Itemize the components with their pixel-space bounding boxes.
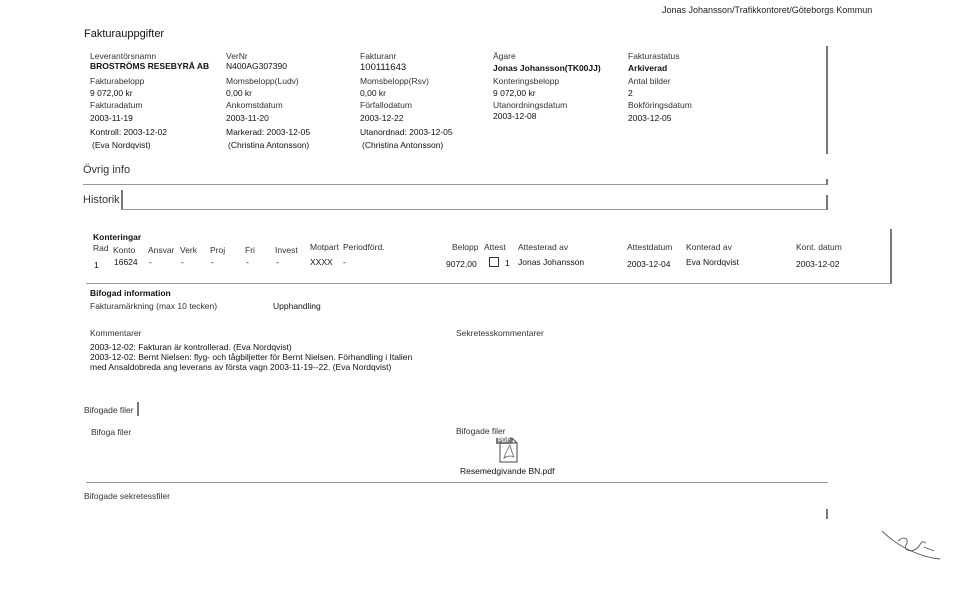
cell-booked-by: Eva Nordqvist [686,257,739,267]
attached-files-divider [86,482,828,483]
history-left-edge [121,190,123,210]
status-label: Fakturastatus [628,51,680,61]
pdf-file-name[interactable]: Resemedgivande BN.pdf [460,466,555,476]
attachments-count-value: 2 [628,88,633,98]
vat-ludv-value: 0,00 kr [226,88,252,98]
vernr-label: VerNr [226,51,248,61]
cell-booking-date: 2003-12-02 [796,259,840,269]
postings-bottom-divider [86,283,891,284]
owner-label: Ägare [493,51,516,61]
attached-files-title: Bifogade filer [84,405,134,415]
cell-fri: - [246,257,249,267]
cell-amount: 9072,00 [446,259,477,269]
assigned-by: (Christina Antonsson) [362,140,444,150]
col-booking-date: Kont. datum [796,242,842,252]
cell-attested-by: Jonas Johansson [518,257,585,267]
checked-by: (Eva Nordqvist) [92,140,151,150]
assigned-date: Utanordnad: 2003-12-05 [360,127,453,137]
booking-amount-value: 9 072,00 kr [493,88,536,98]
pdf-badge: PDF [498,438,510,444]
vat-ludv-label: Momsbelopp(Ludv) [226,76,299,86]
col-account: Konto [113,245,136,255]
marking-value[interactable]: Upphandling [273,301,321,311]
secret-files-title: Bifogade sekretessfiler [84,491,170,501]
attachments-count-label: Antal bilder [628,76,671,86]
arrival-value: 2003-11-20 [226,113,269,123]
comments-label: Kommentarer [90,328,142,338]
cell-resp: - [149,257,152,267]
invoice-date-label: Fakturadatum [90,100,143,110]
other-info-section[interactable]: Övrig info [83,164,131,176]
col-resp: Ansvar [148,245,175,255]
attach-files-label: Bifoga filer [91,427,132,437]
handwritten-signature [876,517,946,567]
booking-amount-label: Konteringsbelopp [493,76,560,86]
attached-files-edge [137,402,139,416]
attached-files-label: Bifogade filer [456,426,506,436]
checked-date: Kontroll: 2003-12-02 [90,127,168,137]
marked-date: Markerad: 2003-12-05 [226,127,311,137]
comment-line-1: 2003-12-02: Fakturan är kontrollerad. (Eva Nordqvist) [90,342,292,352]
invoice-nr-label: Fakturanr [360,51,397,61]
cell-proj: - [211,257,214,267]
col-period: Periodförd. [343,242,385,252]
cell-period: - [343,257,346,267]
attached-info-title: Bifogad information [90,288,171,298]
history-right-edge [826,195,828,210]
col-attest-date: Attestdatum [627,242,673,252]
col-attested-by: Attesterad av [518,242,569,252]
postings-right-edge [890,229,892,284]
col-row: Rad [93,243,109,253]
comment-line-2: 2003-12-02: Bernt Nielsen: flyg- och tågbiljetter för Bernt Nielsen. Förhandling i Italien [90,352,413,362]
col-booked-by: Konterad av [686,242,732,252]
user-path: Jonas Johansson/Trafikkontoret/Göteborgs Kommun [662,5,873,15]
col-invest: Invest [275,245,298,255]
amount-label: Fakturabelopp [90,76,145,86]
col-verk: Verk [180,245,198,255]
booking-date-value: 2003-12-05 [628,113,672,123]
vernr-value: N400AG307390 [226,61,287,71]
other-info-divider [83,184,827,185]
assign-date-label: Utanordningsdatum [493,100,568,110]
cell-verk: - [181,257,184,267]
postings-title: Konteringar [93,232,142,242]
amount-value: 9 072,00 kr [90,88,133,98]
secret-files-edge [826,509,828,519]
col-counterpart: Motpart [310,242,339,252]
supplier-value: BROSTRÖMS RESEBYRÅ AB [90,61,210,71]
col-fri: Fri [245,245,255,255]
marked-by: (Christina Antonsson) [228,140,310,150]
cell-invest: - [276,257,279,267]
supplier-label: Leverantörsnamn [90,51,157,61]
owner-value: Jonas Johansson(TK00JJ) [493,63,601,73]
invoice-date-value: 2003-11-19 [90,113,133,123]
col-amount: Belopp [452,242,479,252]
attest-checkbox[interactable] [489,257,499,267]
secret-comments-label: Sekretesskommentarer [456,328,544,338]
due-value: 2003-12-22 [360,113,404,123]
cell-row: 1 [94,260,99,270]
details-divider [826,46,828,154]
marking-label: Fakturamärkning (max 10 tecken) [90,301,218,311]
history-divider [121,209,827,210]
col-attest: Attest [484,242,506,252]
history-section[interactable]: Historik [83,194,120,206]
booking-date-label: Bokföringsdatum [628,100,692,110]
comment-line-3: med Ansaldobreda ang leverans av första vagn 2003-11-19--22. (Eva Nordqvist) [90,362,392,372]
assign-date-value: 2003-12-08 [493,111,537,121]
other-info-edge [826,179,828,185]
cell-attest-date: 2003-12-04 [627,259,671,269]
status-value: Arkiverad [628,63,668,73]
cell-counterpart: XXXX [310,257,333,267]
vat-rsv-label: Momsbelopp(Rsv) [360,76,429,86]
arrival-label: Ankomstdatum [226,100,283,110]
due-label: Förfallodatum [360,100,412,110]
cell-attest-no: 1 [505,258,510,268]
invoice-nr-value: 100111643 [360,62,407,73]
cell-account: 16624 [114,257,138,267]
col-proj: Proj [210,245,226,255]
page-title: Fakturauppgifter [84,28,165,40]
vat-rsv-value: 0,00 kr [360,88,386,98]
